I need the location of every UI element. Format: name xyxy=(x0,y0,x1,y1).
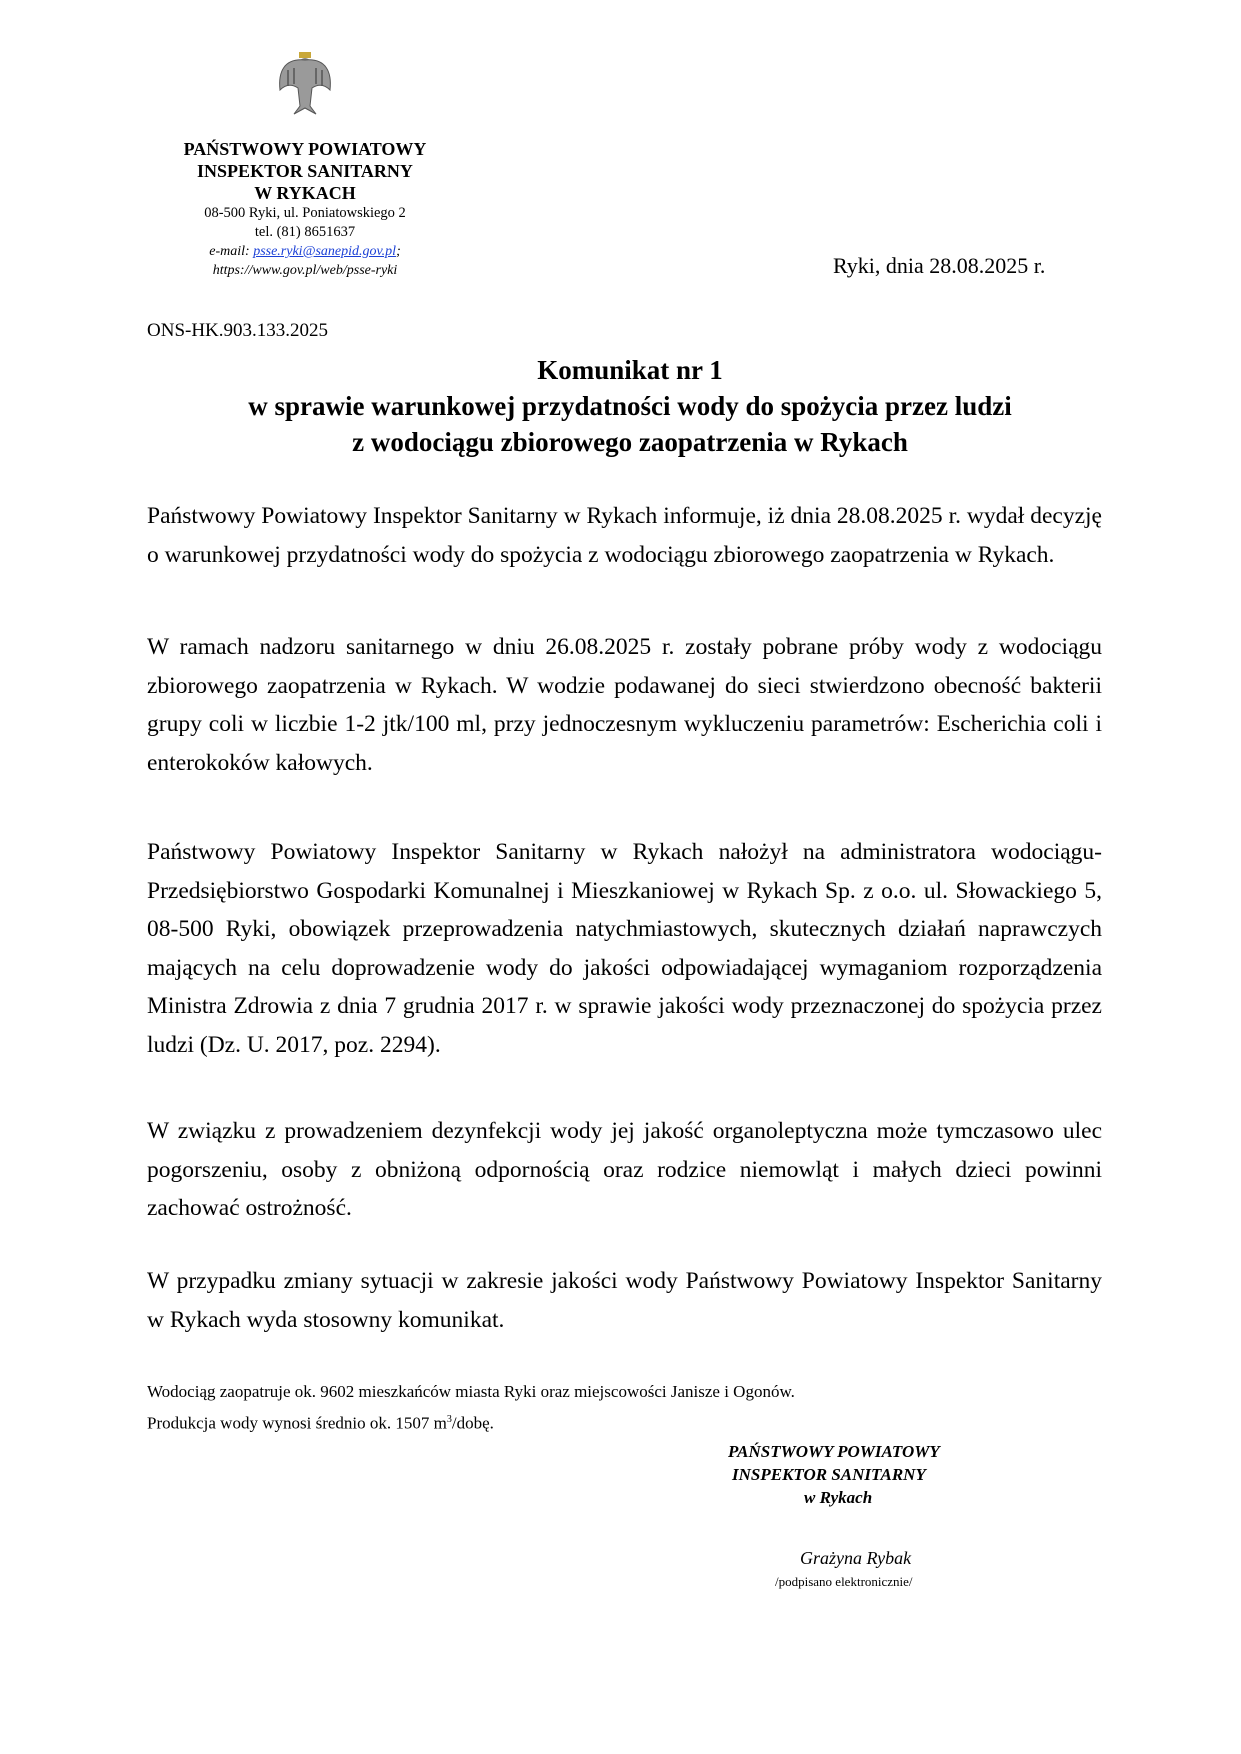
org-name-line1: PAŃSTWOWY POWIATOWY xyxy=(183,139,427,159)
signature-title-line3: w Rykach xyxy=(804,1488,873,1507)
org-name-line3: W RYKACH xyxy=(254,183,356,203)
supply-note xyxy=(147,1378,795,1438)
signature-title-line2: INSPEKTOR SANITARNY xyxy=(732,1465,926,1484)
email-suffix: ; xyxy=(396,244,401,259)
email-link[interactable]: psse.ryki@sanepid.gov.pl xyxy=(253,244,397,259)
issuer-header xyxy=(140,138,470,280)
title-line3: z wodociągu zbiorowego zaopatrzenia w Rykach xyxy=(352,427,908,457)
note-line2: Produkcja wody wynosi średnio ok. 1507 $m^3$/dobę. xyxy=(147,1413,494,1433)
signature-block xyxy=(700,1440,1020,1509)
signature-title-line1: PAŃSTWOWY POWIATOWY xyxy=(728,1442,940,1461)
electronic-signature-note: /podpisano elektronicznie/ xyxy=(775,1574,913,1589)
email-label: e-mail: xyxy=(209,244,254,259)
reference-number: ONS-HK.903.133.2025 xyxy=(147,320,329,341)
title-line1: Komunikat nr 1 xyxy=(537,355,723,385)
org-email-line xyxy=(140,242,470,261)
paragraph-findings: W ramach nadzoru sanitarnego w dniu 26.08.2025 r. zostały pobrane próby wody z wodociągu zbiorowego zaopatrzenia w Rykach. W wodzie podawanej do sieci stwierdzono obecność bakterii grupy coli w liczbie 1-2 jtk/100 ml, przy jednoczesnym wykluczeniu parametrów: Escherichia coli i enterokoków kałowych. xyxy=(147,634,1102,776)
paragraph-obligation: Państwowy Powiatowy Inspektor Sanitarny w Rykach nałożył na administratora wodociągu- Przedsiębiorstwo Gospodarki Komunalnej i Mieszkaniowej w Rykach Sp. z o.o. ul. Słowackiego 5, 08-500 Ryki, obowiązek przeprowadzenia natychmiastowych, skutecznych działań naprawczych mających na celu doprowadzenie wody do jakości odpowiadającej wymaganiom rozporządzenia Ministra Zdrowia z dnia 7 grudnia 2017 r. w sprawie jakości wody przeznaczonej do spożycia przez ludzi (Dz. U. 2017, poz. 2294). xyxy=(147,839,1102,1058)
polish-eagle-emblem-icon xyxy=(274,50,336,116)
org-website: https://www.gov.pl/web/psse-ryki xyxy=(212,263,398,278)
paragraph-closing: W przypadku zmiany sytuacji w zakresie jakości wody Państwowy Powiatowy Inspektor Sanitarny w Rykach wyda stosowny komunikat. xyxy=(147,1268,1102,1333)
org-address: 08-500 Ryki, ul. Poniatowskiego 2 xyxy=(204,205,406,221)
note-line1: Wodociąg zaopatruje ok. 9602 mieszkańców miasta Ryki oraz miejscowości Janisze i Ogonów. xyxy=(147,1382,795,1401)
paragraph-decision: Państwowy Powiatowy Inspektor Sanitarny w Rykach informuje, iż dnia 28.08.2025 r. wydał decyzję o warunkowej przydatności wody do spożycia z wodociągu zbiorowego zaopatrzenia w Rykach. xyxy=(147,503,1102,568)
title-line2: w sprawie warunkowej przydatności wody do spożycia przez ludzi xyxy=(248,391,1012,421)
paragraph-warning: W związku z prowadzeniem dezynfekcji wody jej jakość organoleptyczna może tymczasowo ulec pogorszeniu, osoby z obniżoną odpornością oraz rodzice niemowląt i małych dzieci powinni zachować ostrożność. xyxy=(147,1118,1102,1221)
org-phone: tel. (81) 8651637 xyxy=(254,224,356,240)
org-name-line2: INSPEKTOR SANITARNY xyxy=(197,161,413,181)
document-date: Ryki, dnia 28.08.2025 r. xyxy=(833,253,1046,278)
signatory-name: Grażyna Rybak xyxy=(800,1548,912,1568)
document-title xyxy=(140,352,1120,460)
